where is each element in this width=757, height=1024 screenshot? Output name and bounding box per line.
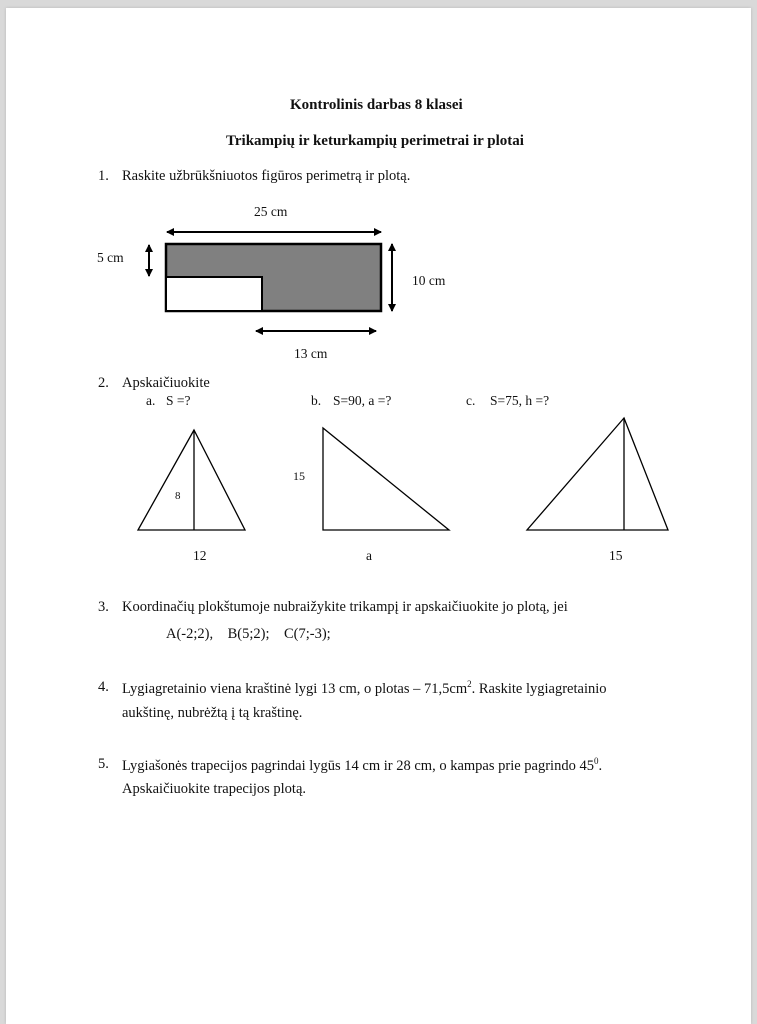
q1-text: Raskite užbrūkšniuotos figūros perimetrą ir plotą. (122, 168, 411, 184)
q2b-right-triangle (323, 428, 449, 530)
q1-label-5cm: 5 cm (97, 250, 124, 265)
q2a-letter: a. (146, 393, 156, 408)
q2a-text: S =? (166, 393, 191, 408)
q1-label-25cm: 25 cm (254, 204, 288, 219)
q4-text-part2: . Raskite lygiagretainio (471, 680, 607, 697)
q2c-letter: c. (466, 393, 476, 408)
q5-number: 5. (98, 756, 109, 772)
q4-line1 (122, 679, 607, 698)
page-title: Kontrolinis darbas 8 klasei (290, 97, 463, 113)
q2a-height-label: 8 (175, 490, 181, 502)
q5-text-part1: Lygiašonės trapecijos pagrindai lygūs 14 cm ir 28 cm, o kampas prie pagrindo 45 (122, 757, 594, 774)
q3-number: 3. (98, 599, 109, 615)
q2b-text: S=90, a =? (333, 393, 392, 408)
q5-sup: 0 (593, 756, 599, 766)
q1-label-13cm: 13 cm (294, 346, 328, 361)
q5-text-part2: . (598, 757, 603, 774)
q2a-triangle (138, 430, 245, 530)
q4-number: 4. (98, 679, 109, 695)
q2c-base-label: 15 (609, 548, 623, 563)
page-subtitle: Trikampių ir keturkampių perimetrai ir plotai (226, 133, 524, 149)
q1-cutout-rect (166, 277, 262, 311)
q2c-triangle (527, 418, 668, 530)
q1-number: 1. (98, 168, 109, 184)
q1-rectangle-figure (149, 232, 392, 331)
q4-sup: 2 (467, 679, 472, 689)
q2c-text: S=75, h =? (490, 393, 550, 408)
q2b-base-label: a (366, 548, 372, 563)
q2b-letter: b. (311, 393, 322, 408)
q2-number: 2. (98, 375, 109, 391)
q2-text: Apskaičiuokite (122, 375, 210, 391)
q4-line2: aukštinę, nubrėžtą į tą kraštinę. (122, 705, 303, 721)
q1-label-10cm: 10 cm (412, 273, 446, 288)
figures-svg (6, 8, 751, 1024)
q3-text: Koordinačių plokštumoje nubraižykite trikampį ir apskaičiuokite jo plotą, jei (122, 599, 568, 615)
q3-points: A(-2;2), B(5;2); C(7;-3); (166, 626, 331, 642)
q5-line2: Apskaičiuokite trapecijos plotą. (122, 781, 307, 797)
worksheet-page (6, 8, 751, 1024)
q5-line1 (122, 756, 602, 775)
q2a-base-label: 12 (193, 548, 207, 563)
q4-text-part1: Lygiagretainio viena kraštinė lygi 13 cm, o plotas – 71,5cm (122, 680, 468, 697)
q2b-side-label: 15 (293, 469, 305, 483)
